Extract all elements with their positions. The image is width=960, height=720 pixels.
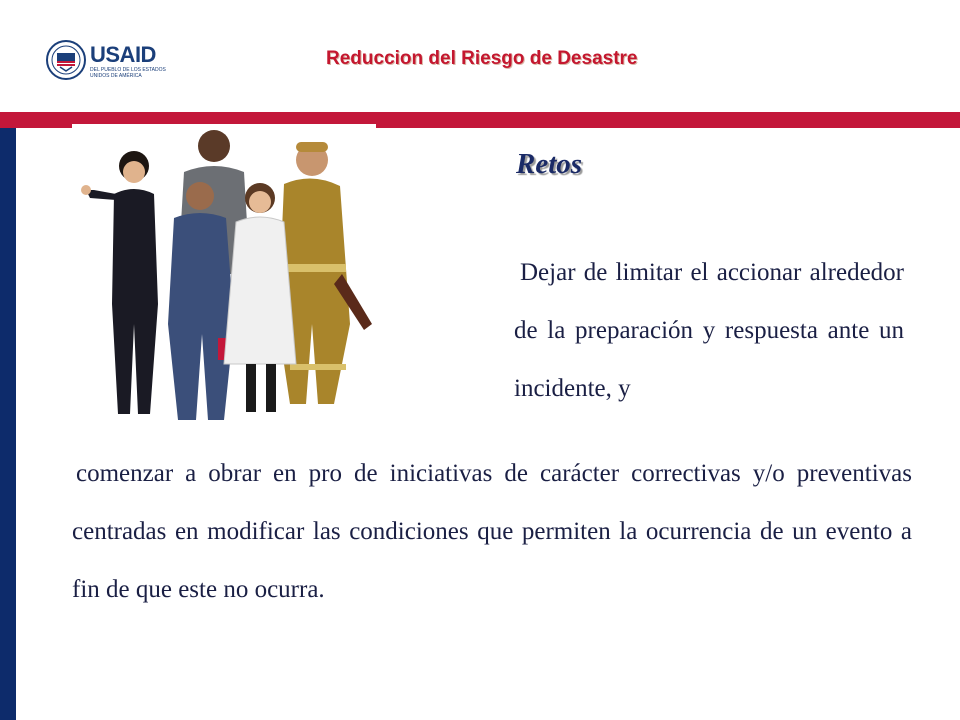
page-title: Reduccion del Riesgo de Desastre bbox=[326, 48, 638, 69]
usaid-seal-icon bbox=[46, 40, 86, 80]
logo-wordmark: USAID bbox=[90, 42, 156, 67]
body-paragraph-2: comenzar a obrar en pro de iniciativas de carácter correctivas y/o preventivas centradas en modificar las condiciones que permiten la ocurrencia de un evento a fin de que este no ocurra. bbox=[72, 460, 912, 603]
blue-side-bar bbox=[0, 128, 16, 720]
usaid-logo bbox=[46, 40, 171, 80]
logo-subtitle: DEL PUEBLO DE LOS ESTADOS UNIDOS DE AMÉRICA bbox=[90, 67, 166, 79]
workers-group-photo bbox=[72, 124, 376, 430]
photo-top-border bbox=[72, 124, 376, 130]
slide-heading: Retos bbox=[516, 148, 583, 180]
slide-header bbox=[0, 0, 960, 112]
body-paragraph-1: Dejar de limitar el accionar alrededor de la preparación y respuesta ante un incidente, y bbox=[514, 259, 904, 402]
